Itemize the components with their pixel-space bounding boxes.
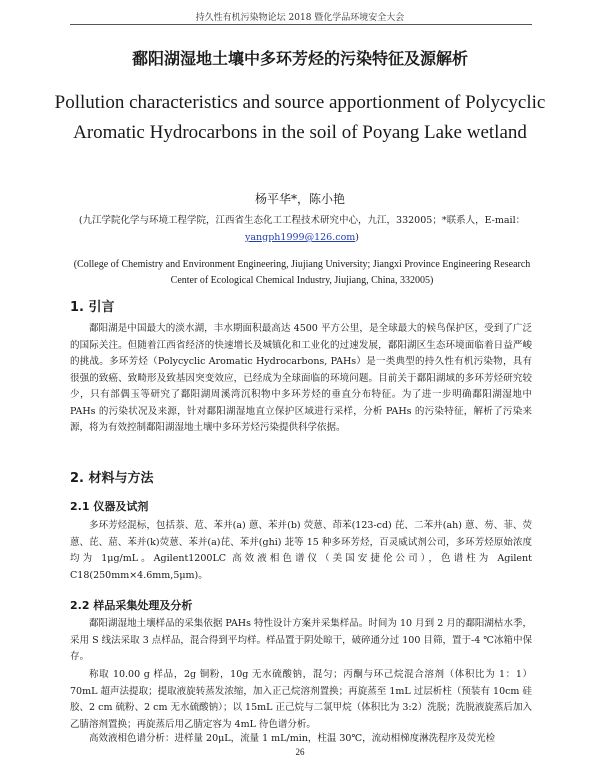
paragraph-instruments: 多环芳烃混标，包括萘、苊、苯并(a) 蒽、苯并(b) 荧蒽、茚苯(123-cd) 芘、二苯并(ah) 蒽、芴、菲、荧蒽、芘、䓛、苯并(k)荧蒽、苯并(a)芘、苯并(ghi) 苝等 15 种多环芳烃，百灵威试剂公司，多环芳烃原始浓度均为 1μg/mL。Agilent1200LC 高效液相色谱仪（美国安捷伦公司），色谱柱为 Agilent C18(250mm×4.6mm,5μm)。 (70, 520, 532, 581)
title-cn: 鄱阳湖湿地土壤中多环芳烃的污染特征及源解析 (131, 49, 468, 68)
affiliation-cn (72, 212, 532, 246)
affiliation-cn-text: (九江学院化学与环境工程学院，江西省生态化工工程技术研究中心，九江，332005；*联系人，E-mail： (78, 215, 526, 226)
page-number: 26 (295, 747, 305, 757)
email-link[interactable]: yangph1999@126.com (244, 232, 356, 243)
authors: 杨平华*，陈小艳 (254, 192, 345, 206)
paragraph-intro: 鄱阳湖是中国最大的淡水湖，丰水期面积最高达 4500 平方公里，是全球最大的候鸟保护区，受到了广泛的国际关注。但随着江西省经济的快速增长及城镇化和工业化的过速发展，鄱阳湖区生态环境面临着日益严峻的挑战。多环芳烃（Polycyclic Aromatic Hydrocarbons, PAHs）是一类典型的持久性有机污染物，具有很强的致癌、致畸形及致基因突变效应，已经成为全球面临的环境问题。目前关于鄱阳湖域的多环芳烃研究较少，只有部偶玉等研究了鄱阳湖周溪湾沉积物中多环芳烃的垂直分布特征。为了进一步明确鄱阳湖湿地中 PAHs 的污染状况及来源，针对鄱阳湖湿地直立保护区域进行采样，分析 PAHs 的污染特征，解析了污染来源，将为有效控制鄱阳湖湿地土壤中多环芳烃污染提供科学依据。 (70, 323, 532, 433)
affiliation-cn-close: ) (355, 232, 360, 243)
section-heading-intro: 1. 引言 (70, 300, 115, 315)
header-rule (70, 24, 532, 25)
paragraph-hplc: 高效液相色谱分析：进样量 20μL，流量 1 mL/min，柱温 30℃，流动相梯度淋洗程序及荧光检 (89, 733, 496, 744)
section-heading-methods: 2. 材料与方法 (70, 471, 154, 486)
subsection-heading-instruments: 2.1 仪器及试剂 (70, 500, 149, 513)
subsection-heading-sampling: 2.2 样品采集处理及分析 (70, 599, 193, 612)
title-en: Pollution characteristics and source apportionment of Polycyclic Aromatic Hydrocarbons in the soil of Poyang Lake wetland (54, 92, 546, 143)
paragraph-procedure: 称取 10.00 g 样品，2g 铜粉，10g 无水硫酸钠，混匀；丙酮与环己烷混合溶剂（体积比为 1：1）70mL 超声法提取；提取液旋转蒸发浓缩，加入正己烷溶剂置换；再旋蒸至 1mL 过层析柱（预装有 10cm 硅胶、2 cm 硫粉、2 cm 无水硫酸钠）；以 15mL 正己烷与二氯甲烷（体积比为 3:2）洗脱；洗脱液旋蒸后加入乙腈溶剂置换；再旋蒸后用乙腈定容为 4mL 待色谱分析。 (70, 669, 532, 730)
paragraph-sampling: 鄱阳湖湿地土壤样品的采集依据 PAHs 特性设计方案并采集样品。时间为 10 月到 2 月的鄱阳湖枯水季，采用 S 线法采取 3 点样品，混合得到平均样。样品置于阴处晾干，破碎通分过 100 目筛，置于-4 ℃冰箱中保存。 (70, 618, 532, 662)
affiliation-en: (College of Chemistry and Environment Engineering, Jiujiang University; Jiangxi Province Engineering Research Center of Ecological Chemical Industry, Jiujiang, China, 332005) (73, 259, 531, 286)
running-header: 持久性有机污染物论坛 2018 暨化学品环境安全大会 (195, 13, 405, 23)
